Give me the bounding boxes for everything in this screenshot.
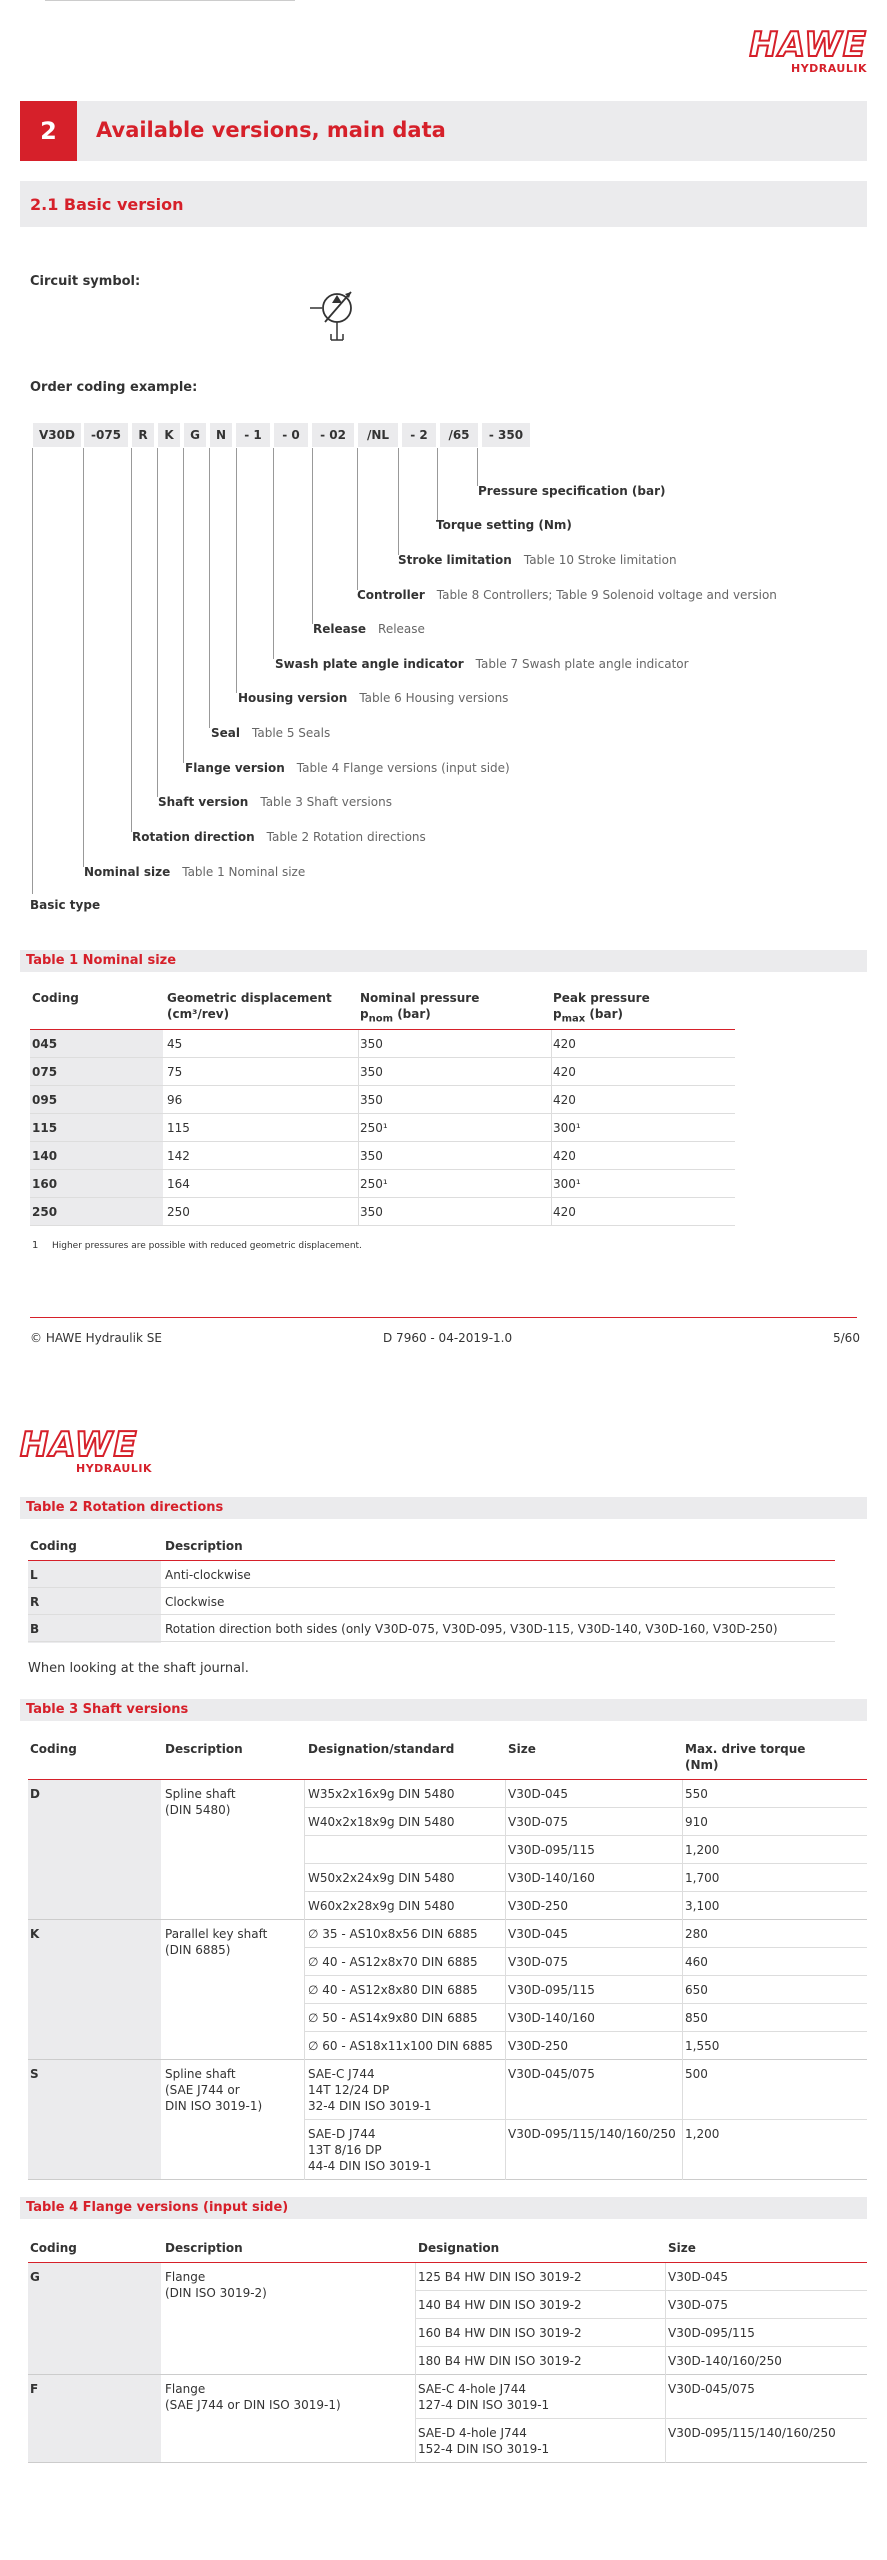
table3-size-cell: V30D-250: [508, 2039, 568, 2053]
table4-description-cell: [165, 2269, 267, 2301]
code-nominal-size: -075: [84, 423, 128, 447]
table3-column-rule: [505, 1920, 506, 2060]
table4-row-rule: [415, 2418, 867, 2419]
table1-title-band: [20, 950, 867, 972]
table3-size-cell: V30D-095/115/140/160/250: [508, 2127, 676, 2141]
table3-torque-cell: 280: [685, 1927, 708, 1941]
table3-coding-cell: K: [30, 1927, 40, 1941]
table4-size-cell: V30D-045/075: [668, 2382, 755, 2396]
table1-header-displacement: Geometric displacement (cm³/rev): [167, 991, 332, 1021]
table1-footnote-number: 1: [32, 1240, 39, 1251]
table4-description-line: Flange: [165, 2270, 206, 2284]
footer-copyright: © HAWE Hydraulik SE: [30, 1331, 162, 1345]
annotation-rotation: Rotation direction Table 2 Rotation directions: [132, 830, 426, 844]
table3-designation-cell: [308, 2010, 478, 2026]
table4-designation-line: 152-4 DIN ISO 3019-1: [418, 2442, 550, 2456]
table3-size-cell: V30D-045: [508, 1927, 568, 1941]
table3-designation-line: W50x2x24x9g DIN 5480: [308, 1871, 455, 1885]
table3-header-description: Description: [165, 1742, 243, 1756]
table4-coding-cell: F: [30, 2382, 39, 2396]
annotation-torque: Torque setting (Nm): [436, 518, 572, 532]
leader-release: [312, 448, 313, 624]
table3-designation-line: 13T 8/16 DP: [308, 2143, 382, 2157]
table1-cell: 300¹: [553, 1121, 581, 1135]
annotation-shaft: Shaft version Table 3 Shaft versions: [158, 795, 392, 809]
table1-cell: 164: [167, 1177, 190, 1191]
code-flange: G: [184, 423, 206, 447]
table2-note: When looking at the shaft journal.: [28, 1661, 249, 1676]
leader-housing: [236, 448, 237, 693]
table4-description-line: (SAE J744 or DIN ISO 3019-1): [165, 2398, 341, 2412]
table4-size-cell: V30D-045: [668, 2270, 728, 2284]
table4-size-cell: V30D-075: [668, 2298, 728, 2312]
table3-size-cell: V30D-075: [508, 1955, 568, 1969]
leader-flange: [183, 448, 184, 763]
table3-designation-cell: [308, 1814, 455, 1830]
leader-nominal: [83, 448, 84, 867]
table1-cell: 300¹: [553, 1177, 581, 1191]
table3-designation-line: ∅ 60 - AS18x11x100 DIN 6885: [308, 2039, 493, 2053]
table1-cell: 420: [553, 1065, 576, 1079]
table3-description-cell: [165, 1786, 236, 1818]
table3-designation-cell: [308, 1870, 455, 1886]
table4-column-rule: [415, 2263, 416, 2375]
annotation-release: Release Release: [313, 622, 425, 636]
table2-title-band: [20, 1497, 867, 1519]
table4-designation-line: SAE-D 4-hole J744: [418, 2426, 527, 2440]
table1-footnote: Higher pressures are possible with reduced geometric displacement.: [52, 1241, 362, 1251]
code-rotation: R: [132, 423, 154, 447]
table3-designation-line: SAE-C J744: [308, 2067, 375, 2081]
table3-designation-cell: [308, 1786, 455, 1802]
table3-designation-line: ∅ 50 - AS14x9x80 DIN 6885: [308, 2011, 478, 2025]
table4-designation-line: SAE-C 4-hole J744: [418, 2382, 527, 2396]
table3-header-size: Size: [508, 1742, 536, 1756]
annotation-stroke: Stroke limitation Table 10 Stroke limitation: [398, 553, 677, 567]
circuit-symbol-label: Circuit symbol:: [30, 274, 141, 289]
table1-coding-cell: 115: [32, 1121, 58, 1135]
table3-description-line: (DIN 5480): [165, 1803, 231, 1817]
table2-row-rule: [28, 1587, 835, 1588]
order-coding-label: Order coding example:: [30, 380, 198, 395]
table1-title: Table 1 Nominal size: [26, 953, 177, 968]
section-header: [20, 181, 867, 227]
code-basic-type: V30D: [33, 423, 81, 447]
table4-title: Table 4 Flange versions (input side): [26, 2200, 289, 2215]
table1-cell: 350: [360, 1149, 383, 1163]
table3-coding-column: [28, 1780, 161, 1920]
table1-row-rule: [30, 1057, 735, 1058]
table2-title: Table 2 Rotation directions: [26, 1500, 224, 1515]
chapter-header: [20, 101, 867, 161]
leader-seal: [209, 448, 210, 728]
table3-designation-line: 44-4 DIN ISO 3019-1: [308, 2159, 432, 2173]
table4-designation-line: 180 B4 HW DIN ISO 3019-2: [418, 2354, 582, 2368]
table3-torque-cell: 1,200: [685, 2127, 720, 2141]
table3-group-rule: [28, 2179, 867, 2180]
table3-row-rule: [305, 1947, 867, 1948]
table3-designation-cell: [308, 2066, 432, 2114]
table3-designation-line: W35x2x16x9g DIN 5480: [308, 1787, 455, 1801]
annotation-controller: Controller Table 8 Controllers; Table 9 Solenoid voltage and version: [357, 588, 777, 602]
table2-coding-column: [28, 1561, 161, 1643]
table3-coding-column: [28, 1920, 161, 2060]
leader-stroke: [398, 448, 399, 555]
table1-coding-cell: 160: [32, 1177, 58, 1191]
table1-row-rule: [30, 1113, 735, 1114]
table3-row-rule: [305, 2031, 867, 2032]
table2-description-cell: Rotation direction both sides (only V30D-075, V30D-095, V30D-115, V30D-140, V30D-160, V30D-250): [165, 1622, 778, 1636]
table2-description-cell: Clockwise: [165, 1595, 225, 1609]
table4-row-rule: [415, 2318, 867, 2319]
table3-row-rule: [305, 2003, 867, 2004]
table3-coding-column: [28, 2060, 161, 2180]
table3-description-line: Parallel key shaft: [165, 1927, 268, 1941]
hawe-logo-page2: HAWE HYDRAULIK: [20, 1425, 152, 1475]
table1-coding-cell: 095: [32, 1093, 58, 1107]
table2-row-rule: [28, 1614, 835, 1615]
section-title: 2.1 Basic version: [30, 195, 184, 214]
table3-designation-cell: [308, 2038, 493, 2054]
table4-header-coding: Coding: [30, 2241, 77, 2255]
table3-header-torque: Max. drive torque (Nm): [685, 1742, 806, 1772]
code-housing: - 1: [236, 423, 270, 447]
table3-designation-line: 32-4 DIN ISO 3019-1: [308, 2099, 432, 2113]
table3-row-rule: [305, 1807, 867, 1808]
table1-cell: 420: [553, 1093, 576, 1107]
table3-description-line: (SAE J744 or: [165, 2083, 240, 2097]
leader-rotation: [131, 448, 132, 832]
chapter-title: Available versions, main data: [96, 118, 446, 142]
leader-basic: [32, 448, 33, 894]
table3-designation-line: ∅ 35 - AS10x8x56 DIN 6885: [308, 1927, 478, 1941]
table4-header-description: Description: [165, 2241, 243, 2255]
code-torque: /65: [440, 423, 478, 447]
table3-designation-cell: [308, 1926, 478, 1942]
table3-column-rule: [682, 1920, 683, 2060]
table3-size-cell: V30D-045: [508, 1787, 568, 1801]
table3-designation-line: W40x2x18x9g DIN 5480: [308, 1815, 455, 1829]
table3-row-rule: [305, 1835, 867, 1836]
table3-column-rule: [505, 2060, 506, 2180]
table1-cell: 45: [167, 1037, 183, 1051]
table1-cell: 75: [167, 1065, 183, 1079]
code-release: - 02: [312, 423, 354, 447]
leader-swash: [273, 448, 274, 659]
table3-column-rule: [505, 1780, 506, 1920]
table3-torque-cell: 460: [685, 1955, 708, 1969]
table3-torque-cell: 1,550: [685, 2039, 720, 2053]
table4-size-cell: V30D-095/115/140/160/250: [668, 2426, 836, 2440]
table3-size-cell: V30D-140/160: [508, 1871, 595, 1885]
table3-torque-cell: 3,100: [685, 1899, 720, 1913]
table3-header-coding: Coding: [30, 1742, 77, 1756]
table3-designation-line: ∅ 40 - AS12x8x70 DIN 6885: [308, 1955, 478, 1969]
table3-designation-line: W60x2x28x9g DIN 5480: [308, 1899, 455, 1913]
table3-row-rule: [305, 1891, 867, 1892]
table4-description-line: Flange: [165, 2382, 206, 2396]
annotation-basic: Basic type: [30, 898, 101, 912]
annotation-flange: Flange version Table 4 Flange versions (input side): [185, 761, 510, 775]
leader-shaft: [157, 448, 158, 797]
leader-pressure: [477, 448, 478, 486]
table4-size-cell: V30D-095/115: [668, 2326, 755, 2340]
table2-row-rule: [28, 1641, 835, 1642]
table3-torque-cell: 500: [685, 2067, 708, 2081]
table3-description-line: Spline shaft: [165, 1787, 236, 1801]
table4-title-band: [20, 2197, 867, 2219]
table4-designation-cell: [418, 2325, 582, 2341]
table1-cell: 142: [167, 1149, 190, 1163]
table1-coding-cell: 140: [32, 1149, 58, 1163]
table3-designation-line: 14T 12/24 DP: [308, 2083, 390, 2097]
table1-cell: 350: [360, 1205, 383, 1219]
code-seal: N: [210, 423, 232, 447]
table1-header-coding: Coding: [32, 991, 79, 1005]
table1-row-rule: [30, 1225, 735, 1226]
table3-designation-cell: [308, 1898, 455, 1914]
table4-column-rule: [665, 2375, 666, 2463]
table4-column-rule: [415, 2375, 416, 2463]
table3-row-rule: [305, 1863, 867, 1864]
table4-designation-line: 127-4 DIN ISO 3019-1: [418, 2398, 550, 2412]
table4-coding-column: [28, 2375, 161, 2463]
table3-coding-cell: S: [30, 2067, 39, 2081]
table3-size-cell: V30D-140/160: [508, 2011, 595, 2025]
table2-header-coding: Coding: [30, 1539, 77, 1553]
table3-description-line: (DIN 6885): [165, 1943, 231, 1957]
table3-torque-cell: 1,700: [685, 1871, 720, 1885]
annotation-seal: Seal Table 5 Seals: [211, 726, 331, 740]
table1-row-rule: [30, 1085, 735, 1086]
table1-cell: 250¹: [360, 1121, 388, 1135]
pump-circuit-symbol: [305, 278, 365, 350]
table4-designation-line: 140 B4 HW DIN ISO 3019-2: [418, 2298, 582, 2312]
table4-size-cell: V30D-140/160/250: [668, 2354, 782, 2368]
table1-header-peak-pressure: Peak pressure $p_{max}$ (bar): [553, 991, 650, 1025]
table3-designation-cell: [308, 1954, 478, 1970]
table4-designation-cell: [418, 2381, 549, 2413]
annotation-housing: Housing version Table 6 Housing versions: [238, 691, 509, 705]
table3-row-rule: [305, 2119, 867, 2120]
table3-title: Table 3 Shaft versions: [26, 1702, 189, 1717]
table3-designation-line: SAE-D J744: [308, 2127, 376, 2141]
table1-cell: 420: [553, 1205, 576, 1219]
table3-description-cell: [165, 1926, 267, 1958]
table3-designation-cell: [308, 2126, 432, 2174]
annotation-nominal: Nominal size Table 1 Nominal size: [84, 865, 306, 879]
table1-cell: 115: [167, 1121, 190, 1135]
table1-row-rule: [30, 1197, 735, 1198]
table2-coding-cell: L: [30, 1568, 38, 1582]
table4-description-line: (DIN ISO 3019-2): [165, 2286, 267, 2300]
annotation-pressure: Pressure specification (bar): [478, 484, 666, 498]
table3-torque-cell: 650: [685, 1983, 708, 1997]
table3-header-designation: Designation/standard: [308, 1742, 455, 1756]
footer-doc-number: D 7960 - 04-2019-1.0: [383, 1331, 513, 1345]
table3-size-cell: V30D-095/115: [508, 1843, 595, 1857]
table2-coding-cell: B: [30, 1622, 40, 1636]
table1-cell: 96: [167, 1093, 183, 1107]
table3-description-line: DIN ISO 3019-1): [165, 2099, 263, 2113]
table3-torque-cell: 550: [685, 1787, 708, 1801]
table3-torque-cell: 910: [685, 1815, 708, 1829]
table4-coding-cell: G: [30, 2270, 40, 2284]
table1-cell: 350: [360, 1037, 383, 1051]
table3-size-cell: V30D-250: [508, 1899, 568, 1913]
table1-cell: 350: [360, 1093, 383, 1107]
table4-designation-line: 160 B4 HW DIN ISO 3019-2: [418, 2326, 582, 2340]
table2-header-description: Description: [165, 1539, 243, 1553]
table2-coding-cell: R: [30, 1595, 40, 1609]
table4-designation-line: 125 B4 HW DIN ISO 3019-2: [418, 2270, 582, 2284]
table4-coding-column: [28, 2263, 161, 2375]
code-shaft: K: [158, 423, 180, 447]
table4-designation-cell: [418, 2353, 582, 2369]
table4-description-cell: [165, 2381, 341, 2413]
code-stroke: - 2: [402, 423, 436, 447]
table1-row-rule: [30, 1141, 735, 1142]
table3-column-rule: [682, 1780, 683, 1920]
table4-row-rule: [415, 2346, 867, 2347]
table3-column-rule: [304, 1780, 305, 1920]
table3-column-rule: [304, 1920, 305, 2060]
table4-group-rule: [28, 2462, 867, 2463]
table3-size-cell: V30D-045/075: [508, 2067, 595, 2081]
top-divider: [45, 0, 295, 1]
chapter-number: 2: [20, 101, 77, 161]
table4-designation-cell: [418, 2425, 549, 2457]
table1-header-nominal-pressure: Nominal pressure $p_{nom}$ (bar): [360, 991, 480, 1025]
table1-cell: 250¹: [360, 1177, 388, 1191]
table3-designation-line: ∅ 40 - AS12x8x80 DIN 6885: [308, 1983, 478, 1997]
table3-designation-cell: [308, 1982, 478, 1998]
table4-header-size: Size: [668, 2241, 696, 2255]
table3-torque-cell: 850: [685, 2011, 708, 2025]
table1-coding-cell: 250: [32, 1205, 58, 1219]
table1-coding-cell: 045: [32, 1037, 58, 1051]
code-swash-indicator: - 0: [274, 423, 308, 447]
table1-cell: 350: [360, 1065, 383, 1079]
table3-column-rule: [682, 2060, 683, 2180]
annotation-swash: Swash plate angle indicator Table 7 Swash plate angle indicator: [275, 657, 689, 671]
table3-column-rule: [304, 2060, 305, 2180]
table2-description-cell: Anti-clockwise: [165, 1568, 251, 1582]
table3-title-band: [20, 1699, 867, 1721]
footer-rule: [30, 1317, 857, 1318]
table4-row-rule: [415, 2290, 867, 2291]
table1-row-rule: [30, 1169, 735, 1170]
table3-size-cell: V30D-075: [508, 1815, 568, 1829]
table1-cell: 420: [553, 1037, 576, 1051]
table1-cell: 420: [553, 1149, 576, 1163]
table1-cell: 250: [167, 1205, 190, 1219]
table3-description-cell: [165, 2066, 262, 2114]
leader-controller: [357, 448, 358, 590]
code-pressure: - 350: [482, 423, 530, 447]
table4-designation-cell: [418, 2269, 582, 2285]
table3-coding-cell: D: [30, 1787, 40, 1801]
table4-designation-cell: [418, 2297, 582, 2313]
hawe-logo: HAWE HYDRAULIK: [749, 25, 867, 75]
table4-header-designation: Designation: [418, 2241, 500, 2255]
table3-description-line: Spline shaft: [165, 2067, 236, 2081]
footer-page-number: 5/60: [833, 1331, 860, 1345]
table3-row-rule: [305, 1975, 867, 1976]
table3-size-cell: V30D-095/115: [508, 1983, 595, 1997]
table3-torque-cell: 1,200: [685, 1843, 720, 1857]
table1-coding-cell: 075: [32, 1065, 58, 1079]
code-controller: /NL: [358, 423, 398, 447]
leader-torque: [437, 448, 438, 520]
table4-column-rule: [665, 2263, 666, 2375]
